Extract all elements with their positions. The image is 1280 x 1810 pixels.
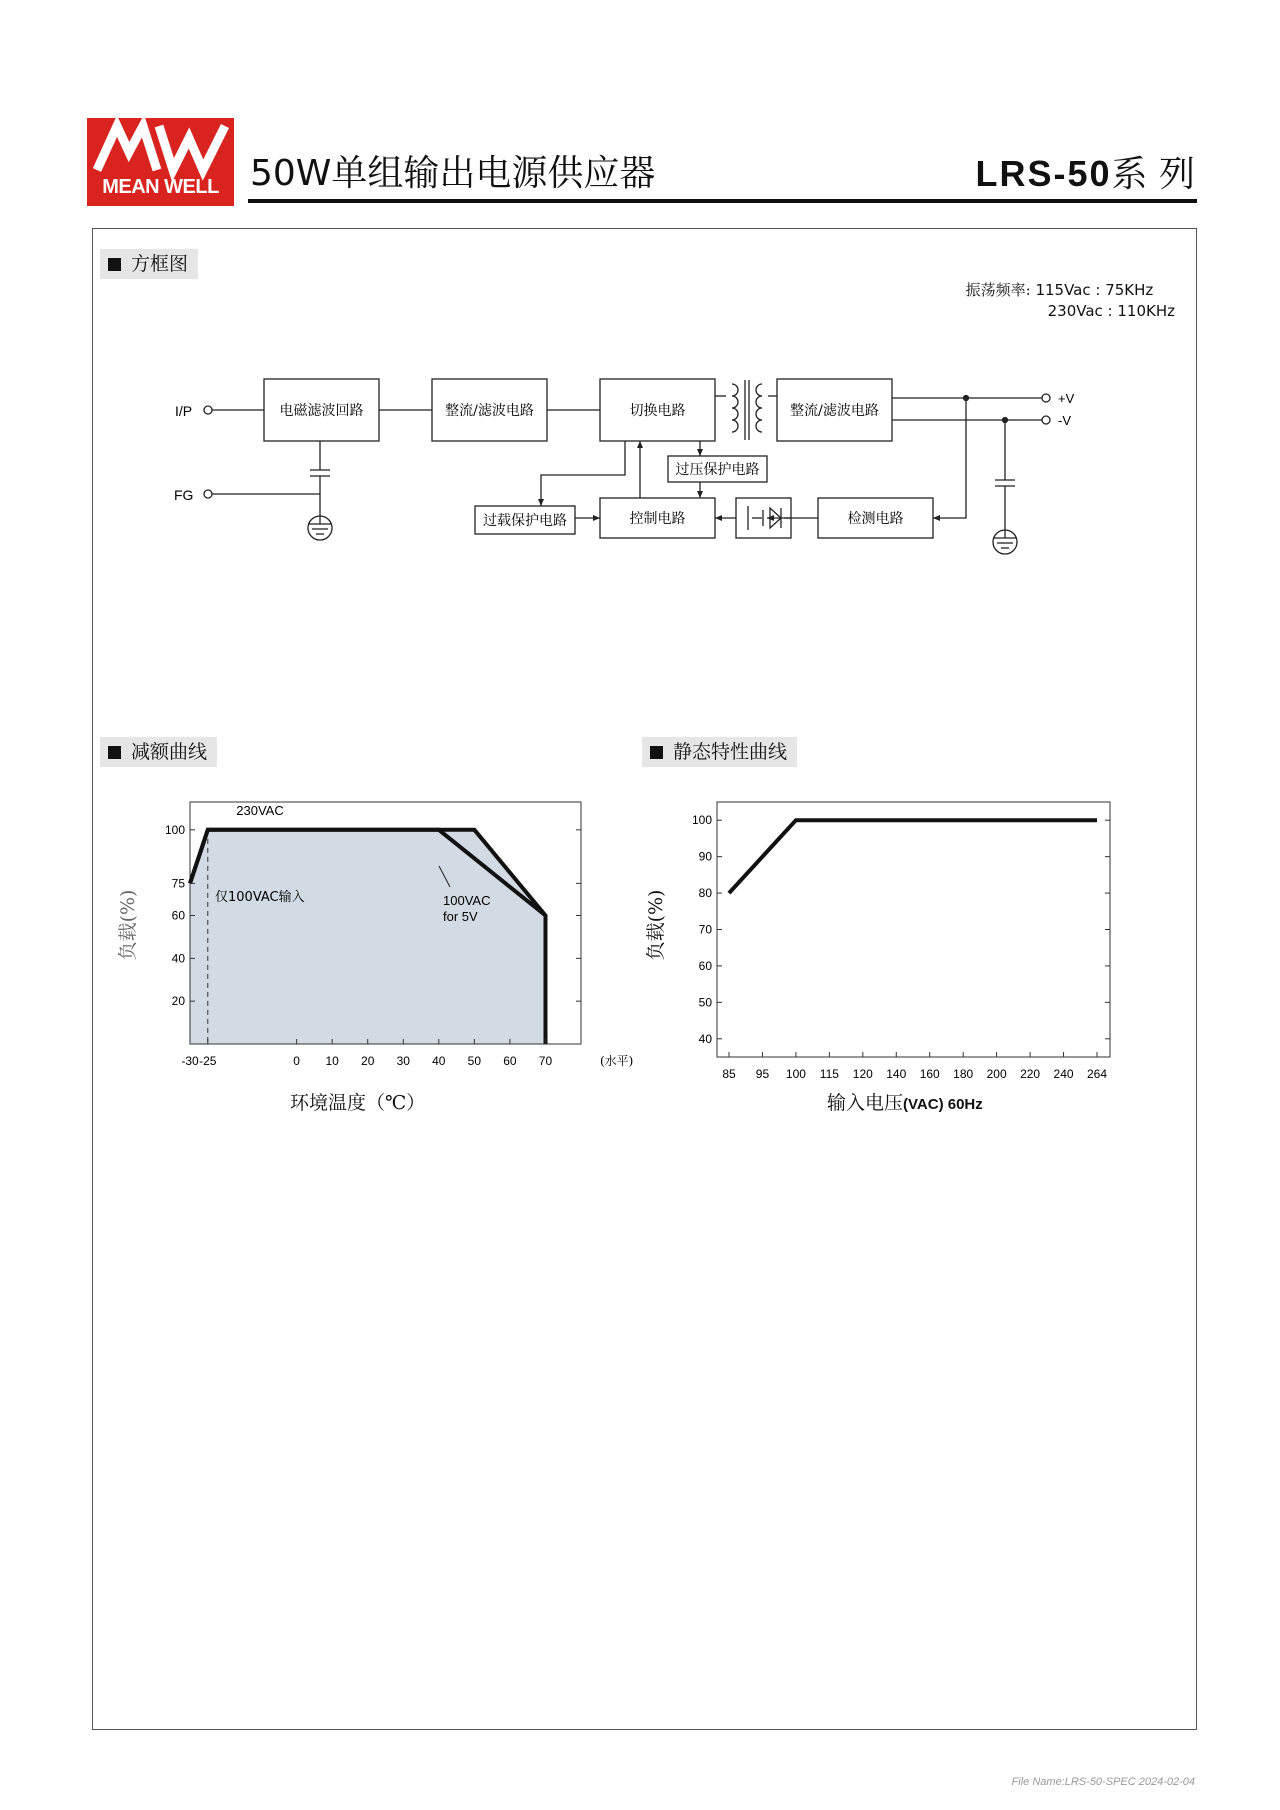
x-tick-label: 50: [467, 1054, 482, 1068]
x-tick-label: 200: [986, 1067, 1007, 1081]
y-tick-label: 70: [698, 922, 712, 937]
y-tick-label: 100: [164, 822, 185, 837]
oscillation-label: 振荡频率:: [965, 281, 1031, 299]
x-tick-label: 120: [852, 1067, 873, 1081]
output-pos-label: +V: [1058, 391, 1075, 406]
control-label: 控制电路: [629, 511, 686, 527]
static-y-label: 负载(%): [645, 889, 667, 961]
ann-for-5v: for 5V: [443, 909, 478, 924]
bullet-square-icon: [650, 746, 663, 759]
derating-chart: [100, 780, 634, 1140]
x-tick-label: 0: [293, 1054, 300, 1068]
fg-label: FG: [174, 487, 194, 503]
ann-100vac-only: 仅100VAC输入: [215, 890, 305, 905]
block-diagram: [0, 0, 1280, 600]
static-x-label-cn: 输入电压: [827, 1092, 904, 1114]
y-tick-label: 90: [698, 849, 712, 864]
x-unit-note: (水平): [600, 1054, 634, 1068]
x-tick-label: 95: [755, 1067, 770, 1081]
y-tick-label: 60: [171, 908, 185, 923]
x-tick-label: 10: [325, 1054, 339, 1068]
x-tick-label: 240: [1053, 1067, 1074, 1081]
ground-icon: [993, 530, 1017, 554]
series-model: LRS-50: [975, 153, 1112, 194]
oscillation-230: 230Vac : 110KHz: [1047, 302, 1175, 320]
x-tick-label: -25: [199, 1054, 217, 1068]
x-tick-label: 60: [503, 1054, 517, 1068]
static-heading: 静态特性曲线: [642, 737, 797, 767]
file-name-footer: File Name:LRS-50-SPEC 2024-02-04: [1011, 1776, 1195, 1788]
ann-100vac: 100VAC: [443, 893, 491, 908]
x-tick-label: 100: [785, 1067, 806, 1081]
bullet-square-icon: [108, 746, 121, 759]
y-tick-label: 20: [171, 994, 185, 1009]
logo-text: MEAN WELL: [102, 176, 219, 198]
oscillation-115: 115Vac : 75KHz: [1035, 281, 1154, 299]
static-chart: [630, 780, 1130, 1100]
y-tick-label: 75: [171, 876, 185, 891]
y-tick-label: 100: [691, 813, 712, 828]
output-neg-terminal-icon: [1042, 416, 1050, 424]
emi-label: 电磁滤波回路: [279, 403, 364, 419]
static-x-label: [827, 1088, 983, 1115]
x-tick-label: 85: [722, 1067, 736, 1081]
output-pos-terminal-icon: [1042, 394, 1050, 402]
rect-filter-1-label: 整流/滤波电路: [445, 403, 534, 419]
x-tick-label: 40: [432, 1054, 446, 1068]
derating-y-label: 负载(%): [117, 889, 139, 961]
input-label: I/P: [175, 403, 193, 419]
y-tick-label: 40: [698, 1031, 712, 1046]
x-tick-label: 70: [538, 1054, 553, 1068]
ann-230vac: 230VAC: [236, 803, 284, 818]
derating-area-230vac: [190, 830, 545, 1044]
switch-label: 切换电路: [629, 403, 686, 419]
document-title: 50W单组输出电源供应器: [250, 153, 656, 194]
detect-label: 检测电路: [847, 511, 904, 527]
output-neg-label: -V: [1058, 413, 1071, 428]
derating-x-label: 环境温度（℃）: [290, 1092, 426, 1114]
series-suffix: 系 列: [1111, 154, 1195, 195]
input-terminal-icon: [204, 406, 212, 414]
x-tick-label: 140: [886, 1067, 907, 1081]
x-tick-label: 264: [1086, 1067, 1108, 1081]
y-tick-label: 40: [171, 951, 185, 966]
y-tick-label: 60: [698, 958, 712, 973]
x-tick-label: -30: [181, 1054, 199, 1068]
rect-filter-2-label: 整流/滤波电路: [790, 403, 879, 419]
y-tick-label: 50: [698, 995, 712, 1010]
x-tick-label: 160: [919, 1067, 940, 1081]
ground-icon: [308, 516, 332, 540]
block-diagram-heading: 方框图: [100, 249, 198, 279]
static-line: [729, 820, 1097, 893]
x-tick-label: 20: [361, 1054, 375, 1068]
x-tick-label: 220: [1020, 1067, 1041, 1081]
x-tick-label: 30: [396, 1054, 410, 1068]
fg-terminal-icon: [204, 490, 212, 498]
transformer-icon: [715, 380, 777, 440]
y-tick-label: 80: [698, 886, 712, 901]
static-x-label-en: (VAC) 60Hz: [903, 1096, 983, 1113]
x-tick-label: 180: [953, 1067, 974, 1081]
olp-label: 过载保护电路: [483, 513, 567, 529]
x-tick-label: 115: [819, 1067, 839, 1081]
derating-heading: 减额曲线: [100, 737, 217, 767]
ovp-label: 过压保护电路: [675, 462, 760, 478]
